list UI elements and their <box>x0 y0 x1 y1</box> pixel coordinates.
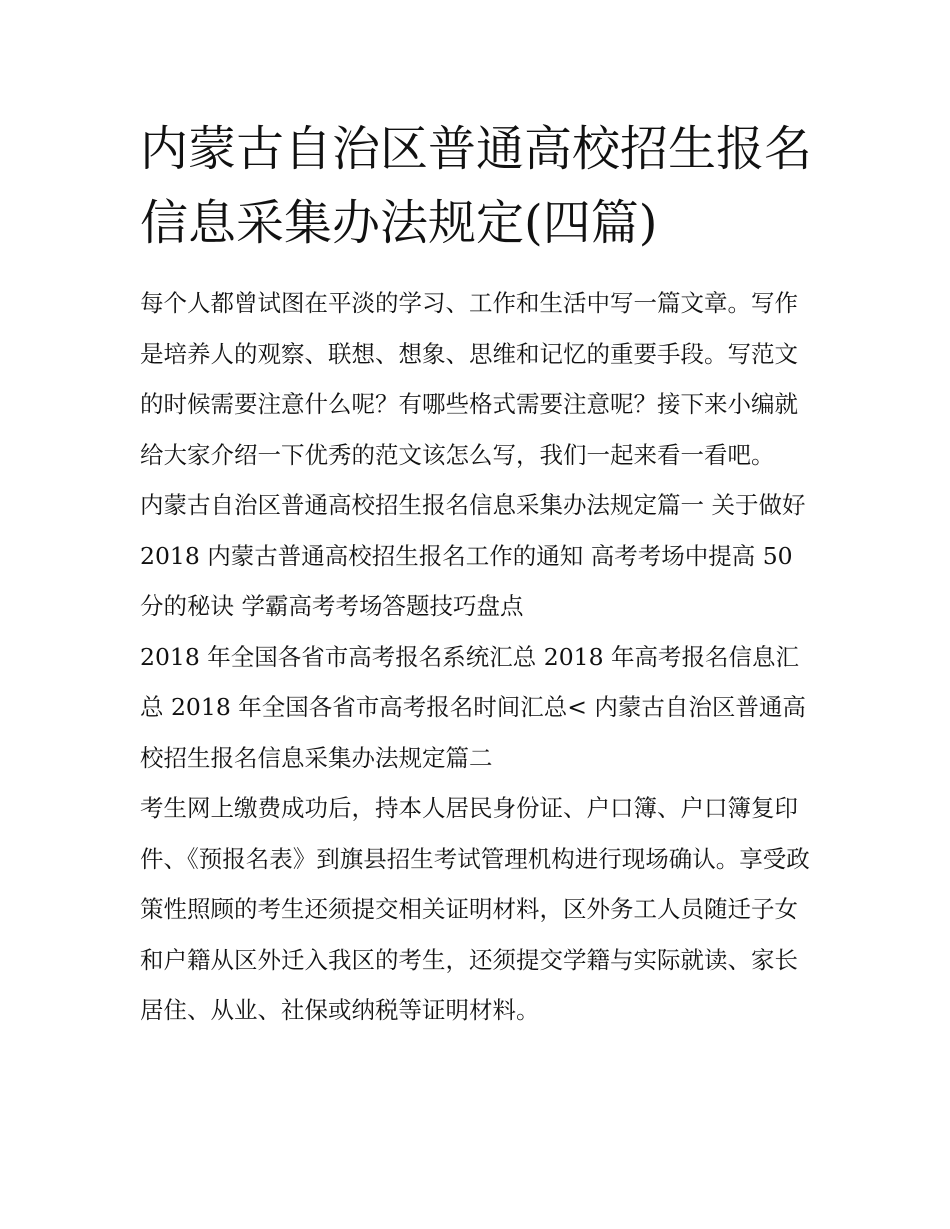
document-body <box>140 278 820 1036</box>
document-title: 内蒙古自治区普通高校招生报名信息采集办法规定(四篇) <box>140 121 813 251</box>
intro-paragraph: 每个人都曾试图在平淡的学习、工作和生活中写一篇文章。写作是培养人的观察、联想、想象、思维和记忆的重要手段。写范文的时候需要注意什么呢？有哪些格式需要注意呢？接下来小编就给大家介绍一下优秀的范文该怎么写，我们一起来看一看吧。 <box>140 289 798 469</box>
section-one-paragraph: 内蒙古自治区普通高校招生报名信息采集办法规定篇一 关于做好 2018 内蒙古普通高校招生报名工作的通知 高考考场中提高 50 分的秘诀 学霸高考考场答题技巧盘点 <box>140 491 806 620</box>
confirmation-paragraph: 考生网上缴费成功后，持本人居民身份证、户口簿、户口簿复印件、《预报名表》到旗县招生考试管理机构进行现场确认。享受政策性照顾的考生还须提交相关证明材料，区外务工人员随迁子女和户籍从区外迁入我区的考生，还须提交学籍与实际就读、家长居住、从业、社保或纳税等证明材料。 <box>140 794 810 1024</box>
section-two-paragraph: 2018 年全国各省市高考报名系统汇总 2018 年高考报名信息汇总 2018 年全国各省市高考报名时间汇总< 内蒙古自治区普通高校招生报名信息采集办法规定篇二 <box>140 642 806 772</box>
